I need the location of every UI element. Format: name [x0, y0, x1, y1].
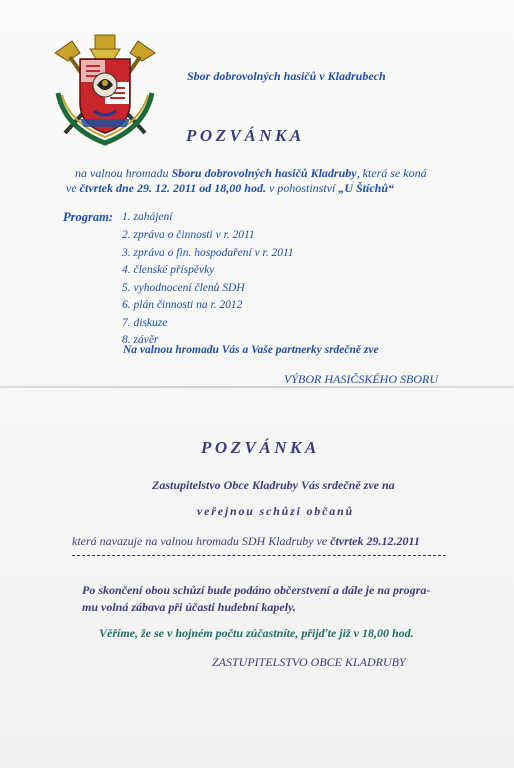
invite-title-2: POZVÁNKA	[201, 438, 320, 457]
program-label: Program:	[63, 210, 113, 224]
invite2-line2: veřejnou schůzi občanů	[197, 504, 354, 518]
invite1-line2-a: ve	[66, 181, 80, 195]
invite1-venue: „U Štíchů“	[338, 181, 394, 195]
program-item-4: 4. členské příspěvky	[122, 264, 215, 276]
invite2-line3-a: která navazuje na valnou hromadu SDH Kladruby ve	[72, 534, 331, 548]
invite2-para1: Po skončení obou schůzí bude podáno občerstvení a dále je na progra-	[82, 583, 431, 597]
invite1-date: čtvrtek dne 29. 12. 2011 od 18,00 hod.	[79, 181, 266, 195]
program-item-1: 1. zahájení	[122, 211, 173, 223]
program-item-5: 5. vyhodnocení členů SDH	[122, 282, 245, 294]
program-item-2: 2. zpráva o činnosti v r. 2011	[122, 229, 255, 241]
invite-title-1: POZVÁNKA	[186, 126, 305, 145]
invite1-signature: VÝBOR HASIČSKÉHO SBORU	[284, 372, 438, 386]
firefighter-crest-icon	[50, 33, 160, 148]
program-item-6: 6. plán činnosti na r. 2012	[122, 299, 243, 311]
invite1-line2-c: v pohostinství	[265, 181, 339, 195]
org-name: Sbor dobrovolných hasičů v Kladrubech	[187, 69, 386, 83]
invite1-line1	[75, 167, 427, 179]
program-item-8: 8. závěr	[122, 334, 159, 346]
invite1-sentence: Na valnou hromadu Vás a Vaše partnerky srdečně zve	[123, 344, 379, 356]
invite1-line1-a: na valnou hromadu	[75, 166, 172, 180]
invite2-signature: ZASTUPITELSTVO OBCE KLADRUBY	[212, 655, 406, 669]
invite2-closing: Věříme, že se v hojném počtu zúčastníte, přijďte již v 18,00 hod.	[99, 626, 414, 640]
program-item-7: 7. diskuze	[122, 317, 168, 329]
invite2-para2: mu volná zábava při účasti hudební kapely.	[82, 600, 296, 614]
invite2-date: čtvrtek 29.12.2011	[330, 534, 420, 548]
invite1-line1-c: , která se koná	[356, 166, 427, 180]
invite1-line1-b: Sboru dobrovolných hasičů Kladruby	[171, 166, 357, 180]
dashed-divider	[72, 555, 446, 556]
invite1-line2	[66, 182, 394, 194]
invite2-line3	[72, 535, 420, 547]
invite2-line1: Zastupitelstvo Obce Kladruby Vás srdečně zve na	[152, 478, 395, 492]
paper-fold	[0, 386, 514, 388]
program-item-3: 3. zpráva o fin. hospodaření v r. 2011	[122, 247, 294, 259]
